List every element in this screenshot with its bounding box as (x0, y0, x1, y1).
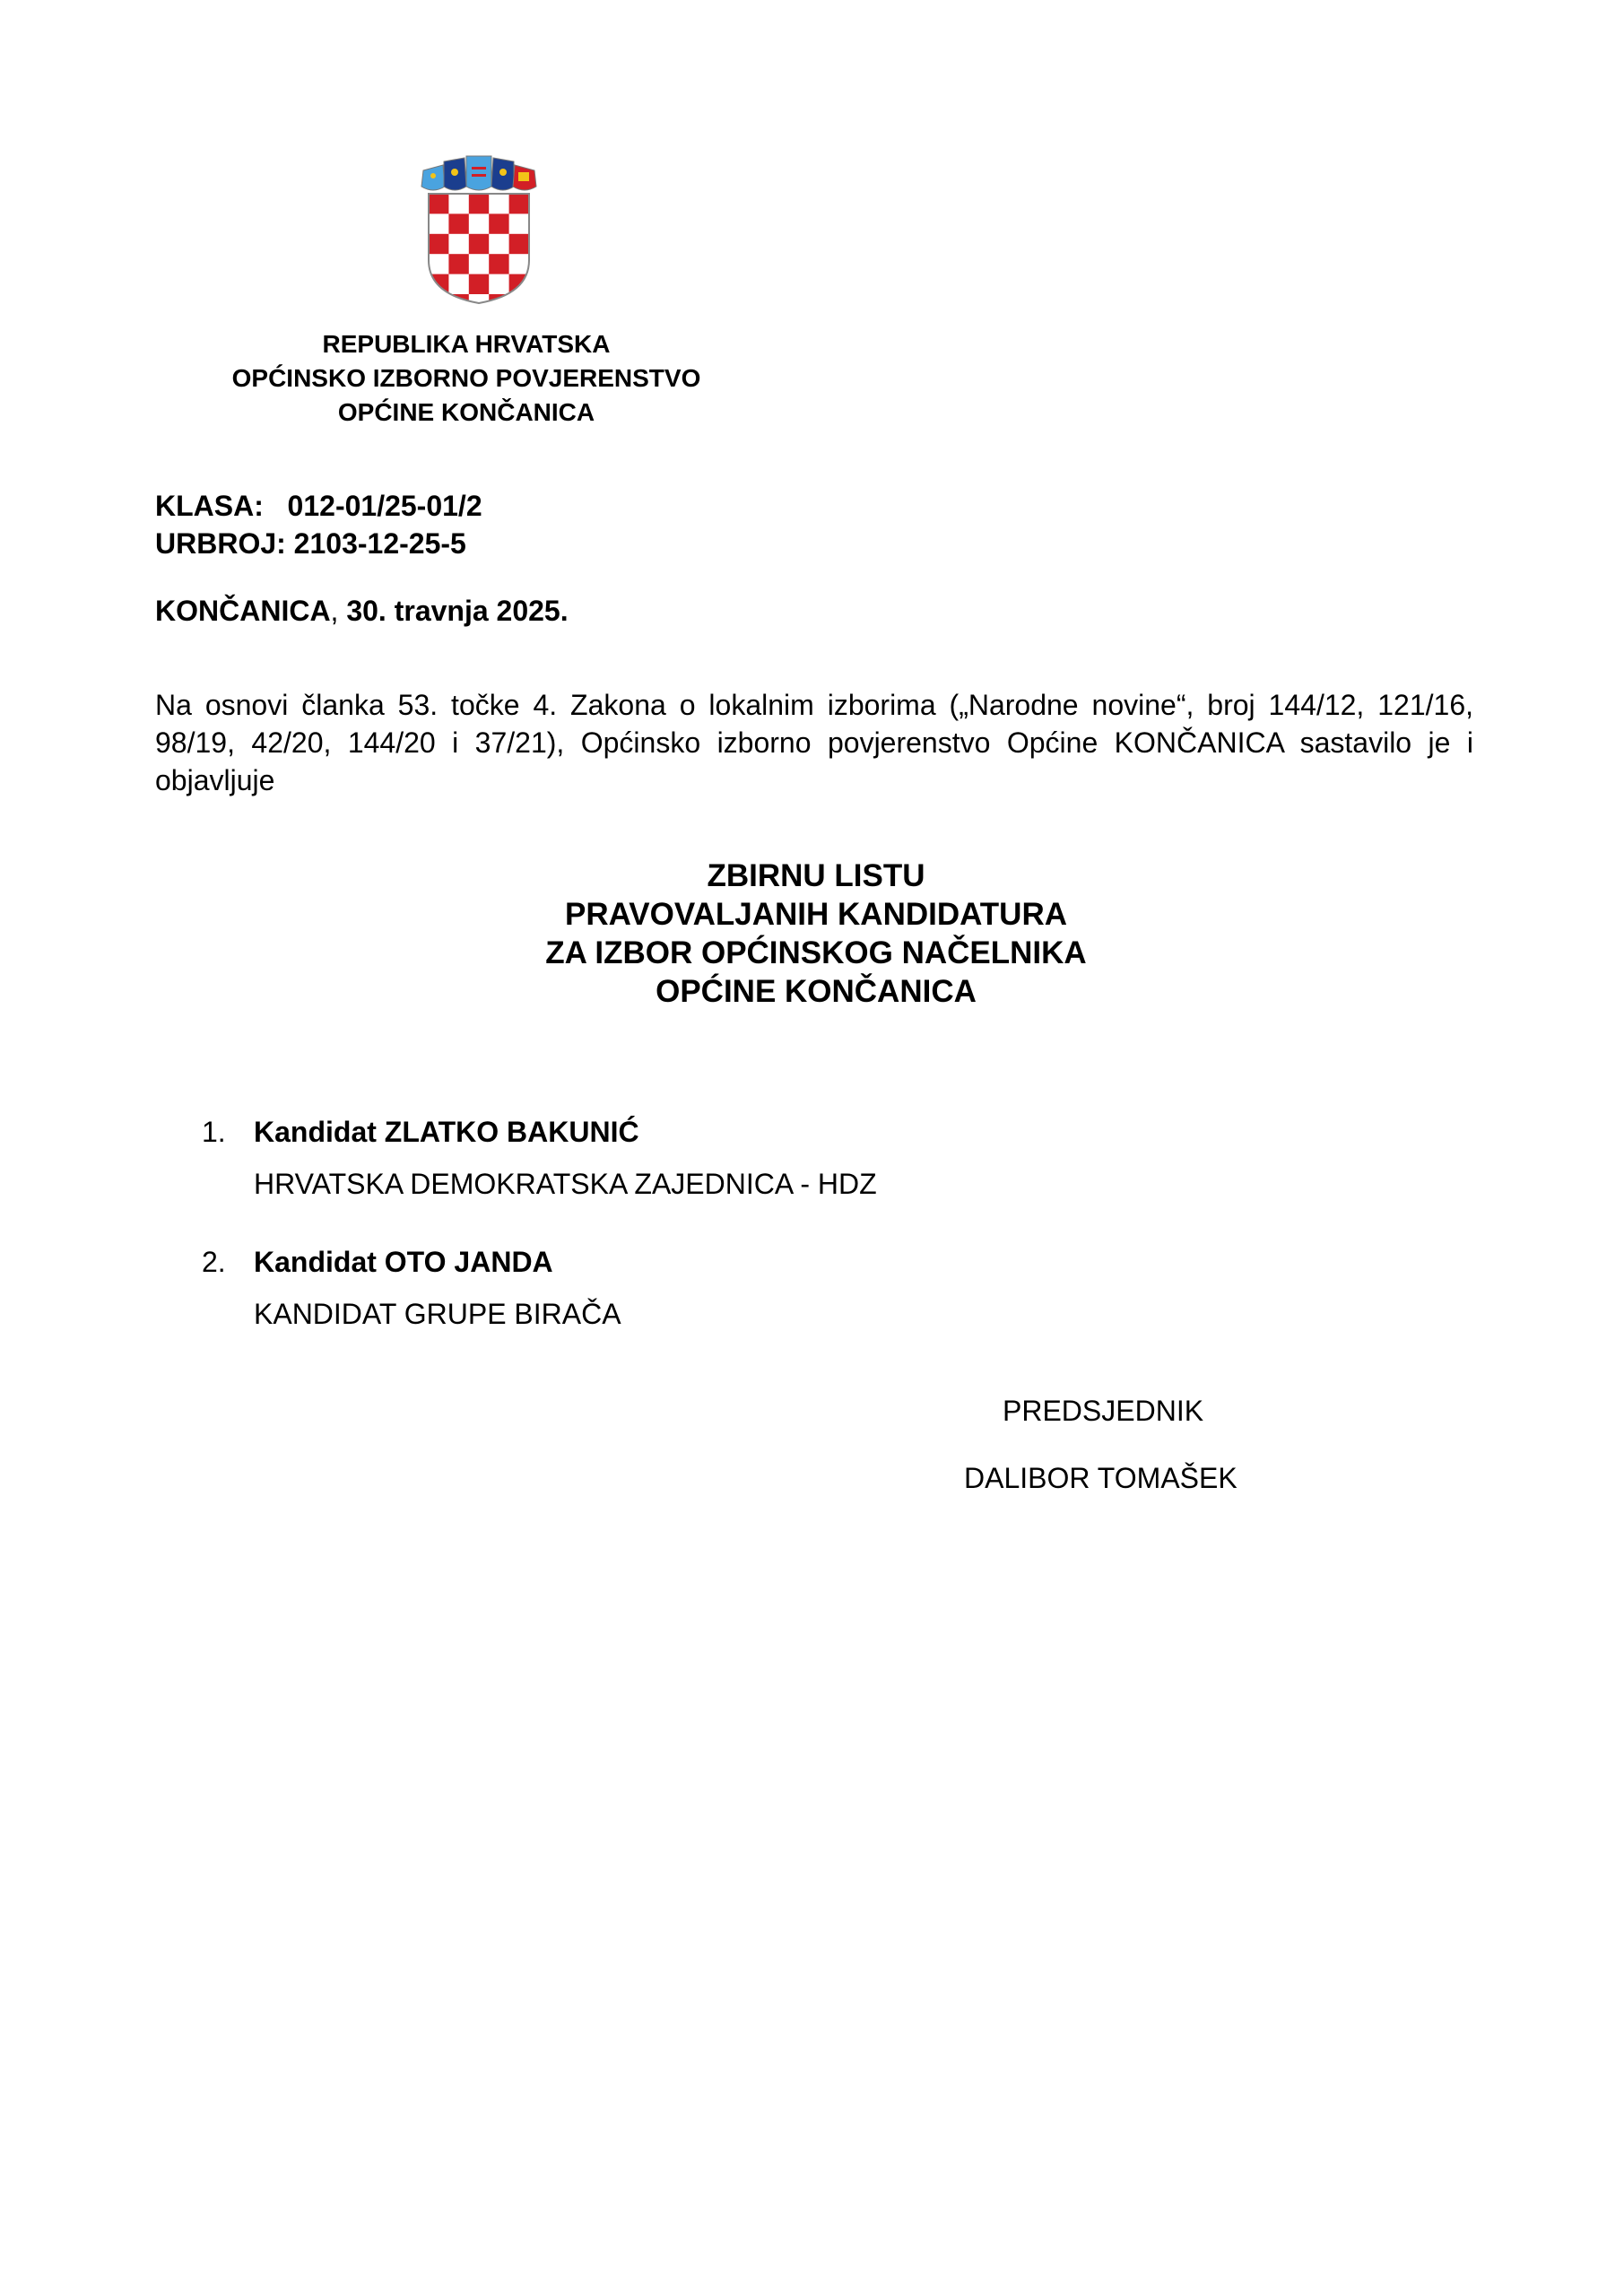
intro-paragraph: Na osnovi članka 53. točke 4. Zakona o lokalnim izborima („Narodne novine“, broj 144/12, 121/16, 98/19, 42/20, 144/20 i 37/21), Općinsko izborno povjerenstvo Općine KONČANICA sastavilo je i objavljuje (155, 689, 1473, 796)
date-place: KONČANICA (155, 595, 331, 627)
coat-of-arms-icon (420, 152, 538, 305)
urbroj-reference: URBROJ: 2103-12-25-5 (155, 527, 466, 560)
place-date (155, 592, 569, 630)
signatory-title: PREDSJEDNIK (1003, 1395, 1204, 1427)
date-separator: , (330, 595, 347, 627)
candidate-party: HRVATSKA DEMOKRATSKA ZAJEDNICA - HDZ (254, 1168, 877, 1200)
klasa-reference: KLASA: 012-01/25-01/2 (155, 490, 482, 522)
document-title (413, 857, 1220, 1011)
header-line-municipality: OPĆINE KONČANICA (337, 398, 595, 426)
title-line-4: OPĆINE KONČANICA (656, 974, 977, 1009)
title-line-1: ZBIRNU LISTU (707, 858, 925, 893)
candidate-number: 1. (202, 1116, 226, 1148)
title-line-3: ZA IZBOR OPĆINSKOG NAČELNIKA (545, 935, 1087, 970)
header-line-republic: REPUBLIKA HRVATSKA (322, 330, 611, 358)
institution-header (152, 327, 780, 430)
signatory-name: DALIBOR TOMAŠEK (964, 1462, 1238, 1494)
candidate-name: Kandidat ZLATKO BAKUNIĆ (254, 1116, 639, 1148)
title-line-2: PRAVOVALJANIH KANDIDATURA (565, 897, 1067, 932)
candidate-name: Kandidat OTO JANDA (254, 1246, 553, 1278)
header-line-commission: OPĆINSKO IZBORNO POVJERENSTVO (231, 364, 701, 392)
candidate-party: KANDIDAT GRUPE BIRAČA (254, 1298, 621, 1330)
date-value: 30. travnja 2025. (346, 595, 569, 627)
candidate-number: 2. (202, 1246, 226, 1278)
